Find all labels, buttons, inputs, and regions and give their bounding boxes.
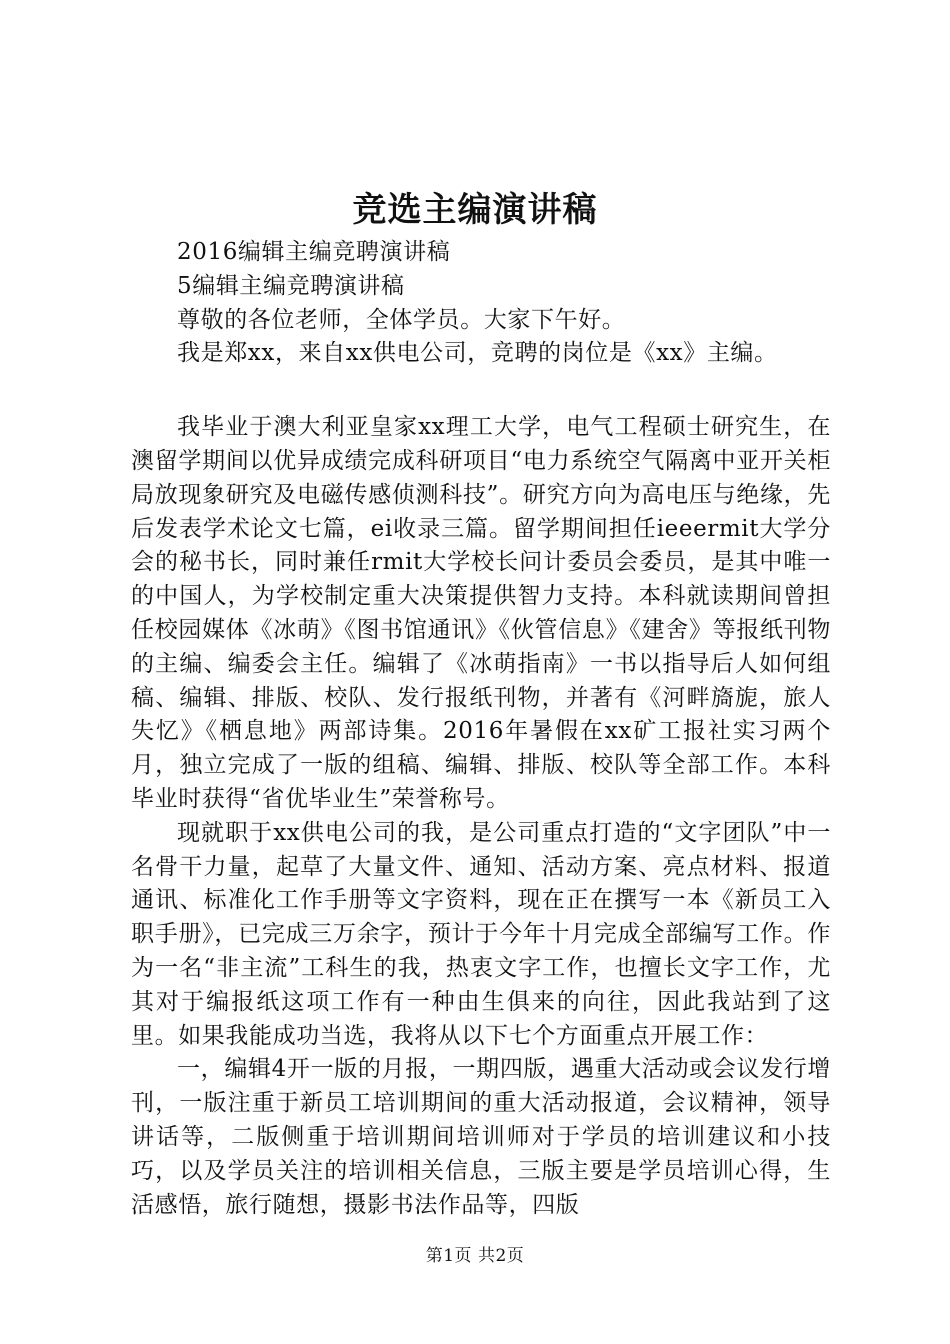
paragraph-education: 我毕业于澳大利亚皇家xx理工大学，电气工程硕士研究生，在澳留学期间以优异成绩完成科研项目“电力系统空气隔离中亚开关柜局放现象研究及电磁传感侦测科技”。研究方向为高电压与绝缘，先后发表学术论文七篇，ei收录三篇。留学期间担任ieeermit大学分会的秘书长，同时兼任rmit大学校长问计委员会委员，是其中唯一的中国人，为学校制定重大决策提供智力支持。本科就读期间曾担任校园媒体《冰萌》《图书馆通讯》《伙管信息》《建舍》等报纸刊物的主编、编委会主任。编辑了《冰萌指南》一书以指导后人如何组稿、编辑、排版、校队、发行报纸刊物，并著有《河畔旖旎，旅人失忆》《栖息地》两部诗集。2016年暑假在xx矿工报社实习两个月，独立完成了一版的组稿、编辑、排版、校队等全部工作。本科毕业时获得“省优毕业生”荣誉称号。 <box>131 414 831 812</box>
greeting-line: 尊敬的各位老师，全体学员。大家下午好。 <box>177 306 626 333</box>
paragraph-spacer <box>131 371 831 411</box>
subtitle-line-2: 5编辑主编竞聘演讲稿 <box>177 272 405 299</box>
page-number-footer: 第1页 共2页 <box>425 1246 525 1266</box>
document-body <box>131 236 831 1222</box>
document-title: 竞选主编演讲稿 <box>352 190 598 230</box>
paragraph-current-job: 现就职于xx供电公司的我，是公司重点打造的“文字团队”中一名骨干力量，起草了大量文件、通知、活动方案、亮点材料、报道通讯、标准化工作手册等文字资料，现在正在撰写一本《新员工入职手册》，已完成三万余字，预计于今年十月完成全部编写工作。作为一名“非主流”工科生的我，热衷文字工作，也擅长文字工作，尤其对于编报纸这项工作有一种由生俱来的向往，因此我站到了这里。如果我能成功当选，我将从以下七个方面重点开展工作： <box>131 819 831 1049</box>
paragraph-plan-one: 一，编辑4开一版的月报，一期四版，遇重大活动或会议发行增刊，一版注重于新员工培训期间的重大活动报道，会议精神，领导讲话等，二版侧重于培训期间培训师对于学员的培训建议和小技巧，以及学员关注的培训相关信息，三版主要是学员培训心得，生活感悟，旅行随想，摄影书法作品等，四版 <box>131 1056 831 1218</box>
subtitle-line-1: 2016编辑主编竞聘演讲稿 <box>177 239 451 265</box>
self-introduction-line: 我是郑xx，来自xx供电公司，竞聘的岗位是《xx》主编。 <box>177 340 778 367</box>
